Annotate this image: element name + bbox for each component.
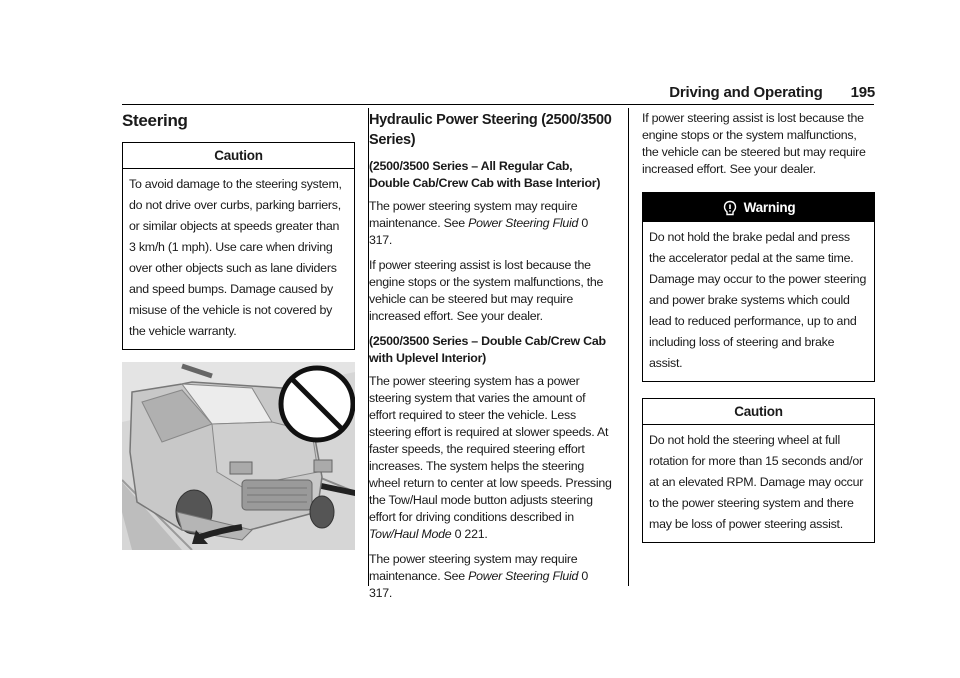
power-steering-fluid-link-2[interactable]: Power Steering Fluid xyxy=(468,569,579,583)
caution-title: Caution xyxy=(123,143,354,169)
variable-effort-text: The power steering system has a power steering system that varies the amount of effort required to steer the vehicle. Less steering effort is required at slower speeds. At faster speeds, the required steering effort increases. The system helps the steering wheel return to center at low speeds. Pressing the Tow/Haul mode button adjusts steering effort for driving conditions described in xyxy=(369,374,612,524)
caution-text-2: Do not hold the steering wheel at full rotation for more than 15 seconds and/or at an elevated RPM. Damage may occur to the power steering system and there may be loss of power steering assist. xyxy=(649,433,864,531)
warning-box xyxy=(642,192,875,382)
warning-title-bar xyxy=(643,193,874,222)
caution-text: To avoid damage to the steering system, do not drive over curbs, parking barriers, or similar objects at speeds greater than 3 km/h (1 mph). Use care when driving over other objects such as lane dividers and speed bumps. Damage caused by misuse of the vehicle is not covered by the vehicle warranty. xyxy=(129,177,342,338)
warning-title: Warning xyxy=(743,200,796,215)
caution-title-2: Caution xyxy=(643,399,874,425)
page-ref-4: 0 317. xyxy=(369,569,588,600)
maintenance-text-1: The power steering system may require maintenance. See xyxy=(369,199,578,230)
caution-box-2 xyxy=(642,398,875,543)
column-2 xyxy=(369,110,614,610)
caution-box xyxy=(122,142,355,350)
column-1 xyxy=(122,110,355,550)
variable-effort-paragraph xyxy=(369,373,614,543)
column-3 xyxy=(642,110,875,555)
page-header xyxy=(640,84,875,101)
page-number: 195 xyxy=(850,84,875,101)
maintenance-text-2: The power steering system may require maintenance. See xyxy=(369,552,578,583)
header-section-title: Driving and Operating xyxy=(669,84,823,101)
page-ref-3: 0 221. xyxy=(454,527,488,541)
assist-lost-paragraph: If power steering assist is lost because the engine stops or the system malfunctions, the vehicle can be steered but may require increased effort. See your dealer. xyxy=(369,258,604,323)
truck-curb-illustration xyxy=(122,362,355,550)
warning-text: Do not hold the brake pedal and press the accelerator pedal at the same time. Damage may occur to the power steering and power brake systems which could lead to reduced performance, up to and including loss of steering and brake assist. xyxy=(649,230,867,370)
tow-haul-mode-link[interactable]: Tow/Haul Mode xyxy=(369,527,452,541)
warning-icon xyxy=(722,200,738,216)
page-ref-1: 0 317. xyxy=(369,216,588,247)
maintenance-paragraph-1 xyxy=(369,198,614,249)
hydraulic-steering-heading: Hydraulic Power Steering (2500/3500 Series) xyxy=(369,112,612,148)
steering-heading: Steering xyxy=(122,111,188,130)
power-steering-fluid-link-1[interactable]: Power Steering Fluid xyxy=(468,216,579,230)
series-base-subheading: (2500/3500 Series – All Regular Cab, Double Cab/Crew Cab with Base Interior) xyxy=(369,159,601,190)
column-divider-2 xyxy=(628,108,629,586)
assist-lost-paragraph-2: If power steering assist is lost because the engine stops or the system malfunctions, the vehicle can be steered but may require increased effort. See your dealer. xyxy=(642,111,866,176)
header-rule xyxy=(122,104,874,105)
maintenance-paragraph-2 xyxy=(369,551,614,602)
series-uplevel-subheading: (2500/3500 Series – Double Cab/Crew Cab with Uplevel Interior) xyxy=(369,334,606,365)
